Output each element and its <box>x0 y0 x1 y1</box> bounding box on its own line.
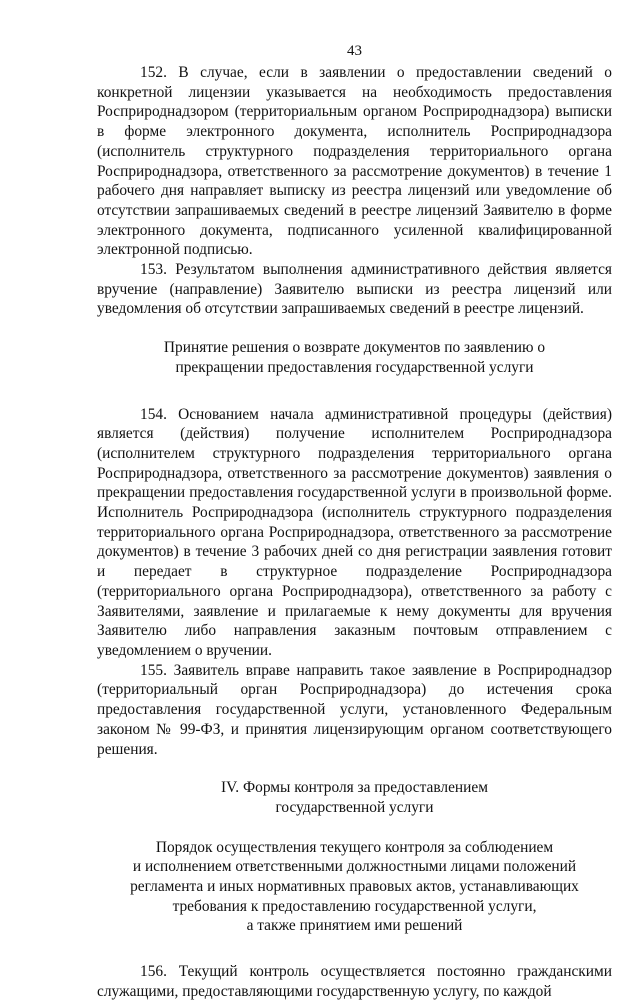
heading-line: и исполнением ответственными должностными лицами положений <box>132 858 577 876</box>
chapter-heading-control-forms <box>97 778 612 817</box>
document-body <box>97 63 612 1002</box>
paragraph-153: 153. Результатом выполнения административного действия является вручение (направление) Заявителю выписки из реестра лицензий или уведомления об отсутствии запрашиваемых сведений в реестре лицензий. <box>97 261 612 318</box>
paragraph-154: 154. Основанием начала административной процедуры (действия) является (действия) получение исполнителем Росприроднадзора (исполнителем структурного подразделения территориального органа Росприроднадзора, ответственного за рассмотрение документов) заявления о прекращении предоставления государственной услуги в произвольной форме. Исполнитель Росприроднадзора (исполнитель структурного подразделения территориального органа Росприроднадзора, ответственного за рассмотрение документов) в течение 3 рабочих дней со дня регистрации заявления готовит и передает в структурное подразделение Росприроднадзора (территориального органа Росприроднадзора), ответственного за работу с Заявителями, заявление и прилагаемые к нему документы для вручения Заявителю либо направления заказным почтовым отправлением с уведомлением о вручении. <box>97 405 612 659</box>
heading-line: требования к предоставлению государственной услуги, <box>172 897 537 915</box>
paragraph-156: 156. Текущий контроль осуществляется постоянно гражданскими служащими, предоставляющими государственную услугу, по каждой <box>97 963 612 1000</box>
paragraph-155: 155. Заявитель вправе направить такое заявление в Росприроднадзор (территориальный орган Росприроднадзора) до истечения срока предоставления государственной услуги, установленного Федеральным законом № 99-ФЗ, и принятия лицензирующим органом соответствующего решения. <box>97 661 612 758</box>
heading-line: Принятие решения о возврате документов по заявлению о <box>163 339 546 357</box>
heading-line: Порядок осуществления текущего контроля за соблюдением <box>155 838 554 856</box>
heading-line: государственной услуги <box>275 798 434 816</box>
heading-line: регламента и иных нормативных правовых актов, устанавливающих <box>130 878 579 896</box>
heading-line: а также принятием ими решений <box>246 917 463 935</box>
heading-line: IV. Формы контроля за предоставлением <box>221 779 488 797</box>
document-page <box>97 0 612 1000</box>
heading-line: прекращении предоставления государственной услуги <box>175 358 534 376</box>
section-heading-return-documents <box>97 338 612 377</box>
paragraph-152: 152. В случае, если в заявлении о предоставлении сведений о конкретной лицензии указывается на необходимость предоставления Росприроднадзором (территориальным органом Росприроднадзора) выписки в форме электронного документа, исполнитель Росприроднадзора (исполнитель структурного подразделения территориального органа Росприроднадзора, ответственного за рассмотрение документов) в течение 1 рабочего дня направляет выписку из реестра лицензий или уведомление об отсутствии запрашиваемых сведений в реестре лицензий Заявителю в форме электронного документа, подписанного усиленной квалифицированной электронной подписью. <box>97 64 612 259</box>
section-heading-current-control <box>97 838 612 937</box>
page-number: 43 <box>347 43 362 59</box>
